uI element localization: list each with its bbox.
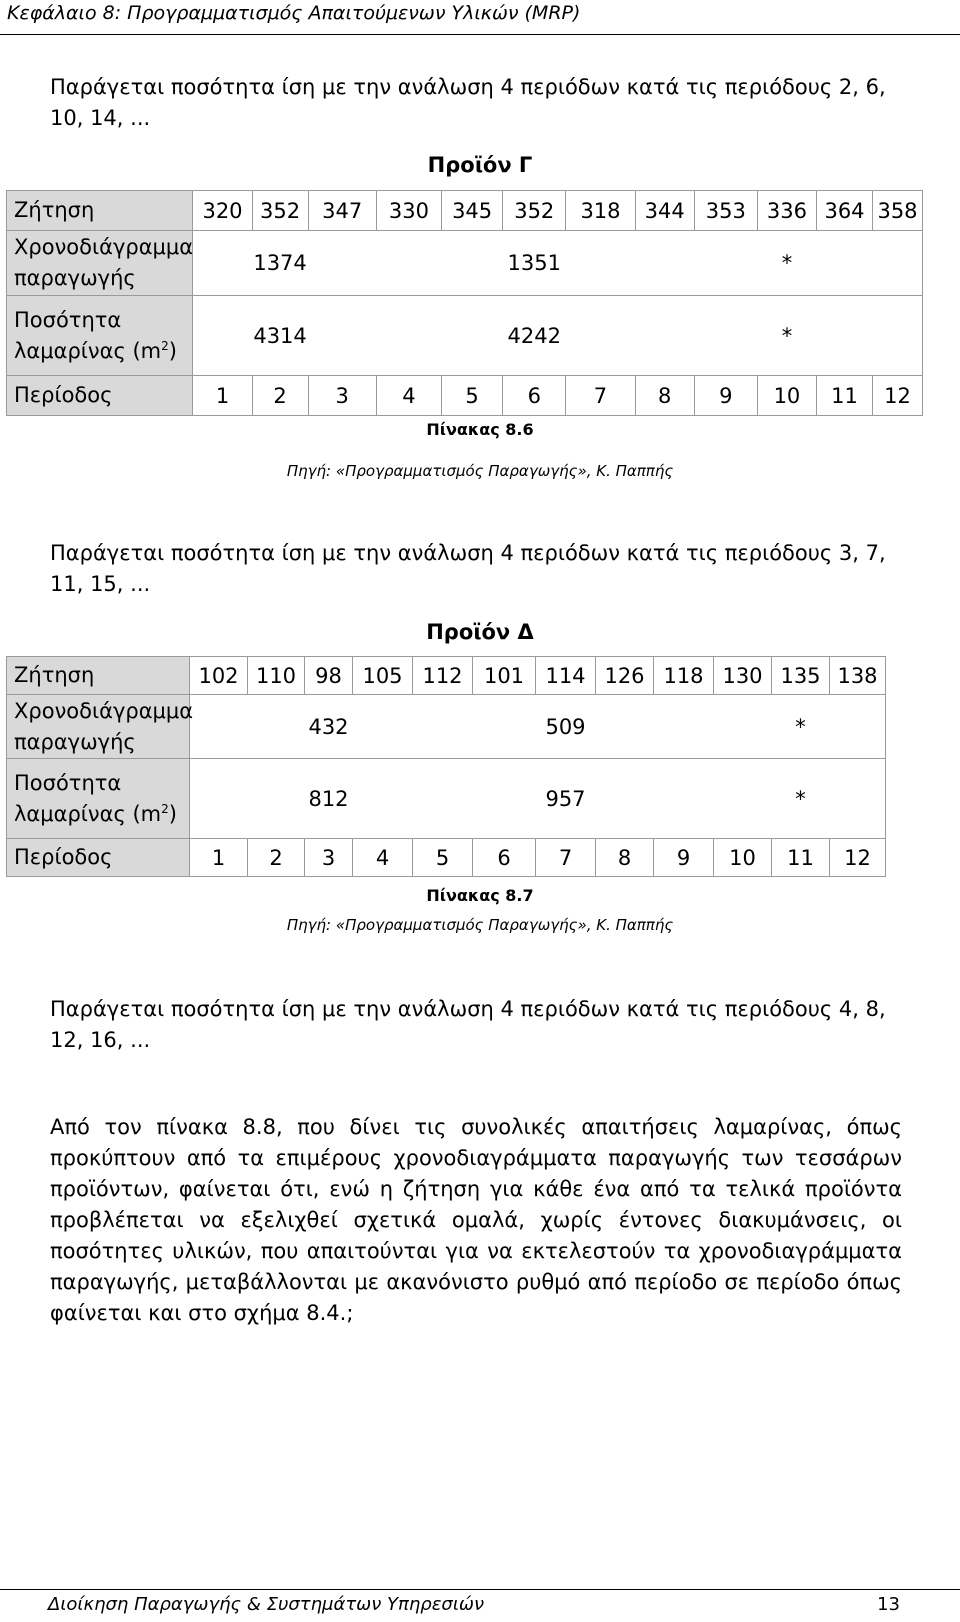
table-delta-source: Πηγή: «Προγραμματισμός Παραγωγής», Κ. Παππής: [286, 916, 674, 934]
sheet-row-label: [7, 296, 193, 376]
schedule-row-cell: [654, 695, 714, 759]
footer-rule: [0, 1589, 960, 1590]
schedule-row-cell: [376, 231, 441, 296]
demand-row-cell: 110: [248, 657, 305, 695]
schedule-row-cell: [353, 695, 413, 759]
sheet-row-cell: [442, 296, 503, 376]
period-row-cell: 8: [596, 839, 654, 877]
schedule-row-cell: [442, 231, 503, 296]
sheet-row-cell: [566, 296, 635, 376]
paragraph-gamma-intro: Παράγεται ποσότητα ίση με την ανάλωση 4 περιόδων κατά τις περιόδους 2, 6, 10, 14, ...: [50, 75, 886, 130]
demand-row-cell: 130: [714, 657, 772, 695]
demand-row-cell: 105: [353, 657, 413, 695]
demand-row-cell: 347: [308, 191, 376, 231]
sheet-row-cell: [714, 759, 772, 839]
demand-row-label: Ζήτηση: [7, 191, 193, 231]
sheet-row-cell: [635, 296, 694, 376]
period-row-cell: 11: [816, 376, 872, 416]
sheet-label-superscript: 2: [161, 801, 169, 816]
period-row: [7, 839, 886, 877]
header-rule: [0, 34, 960, 35]
schedule-row-cell: *: [772, 695, 830, 759]
period-row-cell: 10: [757, 376, 816, 416]
table-delta-caption: Πίνακας 8.7: [426, 886, 534, 905]
demand-row-cell: 364: [816, 191, 872, 231]
demand-row-cell: 135: [772, 657, 830, 695]
demand-row-cell: 102: [190, 657, 248, 695]
sheet-row-cell: 4314: [252, 296, 308, 376]
demand-row-cell: 112: [413, 657, 473, 695]
schedule-row-label: Χρονοδιάγραμμα παραγωγής: [7, 231, 193, 296]
period-row-cell: 2: [252, 376, 308, 416]
schedule-row-cell: [873, 231, 923, 296]
period-row-cell: 12: [873, 376, 923, 416]
table-delta-heading: Προϊόν Δ: [426, 620, 534, 644]
sheet-row-cell: [694, 296, 757, 376]
sheet-row-cell: [596, 759, 654, 839]
sheet-label-suffix: ): [168, 338, 177, 363]
sheet-row-cell: [248, 759, 305, 839]
period-row-cell: 8: [635, 376, 694, 416]
table-gamma-caption: Πίνακας 8.6: [426, 420, 534, 439]
period-row-label: Περίοδος: [7, 839, 190, 877]
period-row: [7, 376, 923, 416]
period-row-cell: 3: [305, 839, 353, 877]
demand-row-cell: 352: [252, 191, 308, 231]
sheet-row-cell: [816, 296, 872, 376]
schedule-row: [7, 695, 886, 759]
sheet-row-cell: [830, 759, 886, 839]
period-row-cell: 5: [413, 839, 473, 877]
demand-row-cell: 98: [305, 657, 353, 695]
schedule-row-cell: [635, 231, 694, 296]
schedule-row-cell: [596, 695, 654, 759]
schedule-row-cell: [248, 695, 305, 759]
sheet-row-cell: [190, 759, 248, 839]
schedule-row-cell: [413, 695, 473, 759]
period-row-cell: 7: [566, 376, 635, 416]
schedule-row-cell: 509: [536, 695, 596, 759]
schedule-row-cell: 1351: [503, 231, 566, 296]
sheet-row: [7, 759, 886, 839]
sheet-row-cell: [308, 296, 376, 376]
period-row-cell: 1: [193, 376, 252, 416]
schedule-row-cell: [694, 231, 757, 296]
sheet-label-superscript: 2: [161, 338, 169, 353]
chapter-header: Κεφάλαιο 8: Προγραμματισμός Απαιτούμενων Υλικών (MRP): [7, 2, 581, 24]
schedule-row-cell: 432: [305, 695, 353, 759]
demand-row-cell: 318: [566, 191, 635, 231]
period-row-cell: 12: [830, 839, 886, 877]
period-row-cell: 1: [190, 839, 248, 877]
sheet-row-cell: *: [772, 759, 830, 839]
demand-row-cell: 336: [757, 191, 816, 231]
sheet-row-cell: [376, 296, 441, 376]
period-row-cell: 4: [353, 839, 413, 877]
period-row-cell: 2: [248, 839, 305, 877]
period-row-cell: 9: [654, 839, 714, 877]
sheet-row-cell: [654, 759, 714, 839]
demand-row-cell: 114: [536, 657, 596, 695]
sheet-row-cell: [413, 759, 473, 839]
sheet-label-suffix: ): [168, 801, 177, 826]
schedule-row-cell: [714, 695, 772, 759]
sheet-row-cell: *: [757, 296, 816, 376]
paragraph-epsilon-intro: Παράγεται ποσότητα ίση με την ανάλωση 4 περιόδων κατά τις περιόδους 4, 8, 12, 16, ...: [50, 997, 886, 1052]
schedule-row-cell: [193, 231, 252, 296]
demand-row-cell: 126: [596, 657, 654, 695]
sheet-label-text: Ποσότητα λαμαρίνας (m: [14, 770, 162, 826]
period-row-cell: 6: [503, 376, 566, 416]
schedule-row-cell: *: [757, 231, 816, 296]
schedule-row: [7, 231, 923, 296]
demand-row-label: Ζήτηση: [7, 657, 190, 695]
sheet-label-text: Ποσότητα λαμαρίνας (m: [14, 307, 162, 363]
period-row-cell: 7: [536, 839, 596, 877]
demand-row-cell: 353: [694, 191, 757, 231]
table-gamma: [6, 190, 923, 416]
demand-row-cell: 330: [376, 191, 441, 231]
schedule-row-cell: [190, 695, 248, 759]
paragraph-delta-intro: Παράγεται ποσότητα ίση με την ανάλωση 4 περιόδων κατά τις περιόδους 3, 7, 11, 15, ...: [50, 541, 886, 596]
period-row-cell: 10: [714, 839, 772, 877]
footer-book-title: Διοίκηση Παραγωγής & Συστημάτων Υπηρεσιών: [48, 1594, 485, 1615]
sheet-row-cell: [193, 296, 252, 376]
demand-row-cell: 358: [873, 191, 923, 231]
schedule-row-cell: 1374: [252, 231, 308, 296]
schedule-row-label: Χρονοδιάγραμμα παραγωγής: [7, 695, 190, 759]
sheet-row-cell: [473, 759, 536, 839]
sheet-row-cell: [353, 759, 413, 839]
period-row-cell: 9: [694, 376, 757, 416]
schedule-row-cell: [308, 231, 376, 296]
period-row-cell: 11: [772, 839, 830, 877]
table-gamma-source: Πηγή: «Προγραμματισμός Παραγωγής», Κ. Παππής: [286, 462, 674, 480]
sheet-row-cell: [873, 296, 923, 376]
demand-row-cell: 118: [654, 657, 714, 695]
demand-row: [7, 191, 923, 231]
demand-row: [7, 657, 886, 695]
sheet-row: [7, 296, 923, 376]
paragraph-summary: Από τον πίνακα 8.8, που δίνει τις συνολικές απαιτήσεις λαμαρίνας, όπως προκύπτουν από τα επιμέρους χρονοδιαγράμματα παραγωγής των τεσσάρων προϊόντων, φαίνεται ότι, ενώ η ζήτηση για κάθε ένα από τα τελικά προϊόντα προβλέπεται να εξελιχθεί σχετικά ομαλά, χωρίς έντονες διακυμάνσεις, οι ποσότητες υλικών, που απαιτούνται για να εκτελεστούν τα χρονοδιαγράμματα παραγωγής, μεταβάλλονται με ακανόνιστο ρυθμό από περίοδο σε περίοδο όπως φαίνεται και στο σχήμα 8.4.;: [50, 1115, 902, 1325]
demand-row-cell: 345: [442, 191, 503, 231]
period-row-cell: 6: [473, 839, 536, 877]
sheet-row-label: [7, 759, 190, 839]
sheet-row-cell: 4242: [503, 296, 566, 376]
table-gamma-heading: Προϊόν Γ: [427, 153, 533, 177]
period-row-cell: 4: [376, 376, 441, 416]
sheet-row-cell: 812: [305, 759, 353, 839]
schedule-row-cell: [816, 231, 872, 296]
demand-row-cell: 101: [473, 657, 536, 695]
schedule-row-cell: [473, 695, 536, 759]
sheet-row-cell: 957: [536, 759, 596, 839]
table-delta: [6, 656, 886, 877]
demand-row-cell: 344: [635, 191, 694, 231]
demand-row-cell: 352: [503, 191, 566, 231]
demand-row-cell: 138: [830, 657, 886, 695]
schedule-row-cell: [830, 695, 886, 759]
demand-row-cell: 320: [193, 191, 252, 231]
period-row-cell: 5: [442, 376, 503, 416]
period-row-label: Περίοδος: [7, 376, 193, 416]
footer-page-number: 13: [877, 1594, 900, 1615]
schedule-row-cell: [566, 231, 635, 296]
period-row-cell: 3: [308, 376, 376, 416]
